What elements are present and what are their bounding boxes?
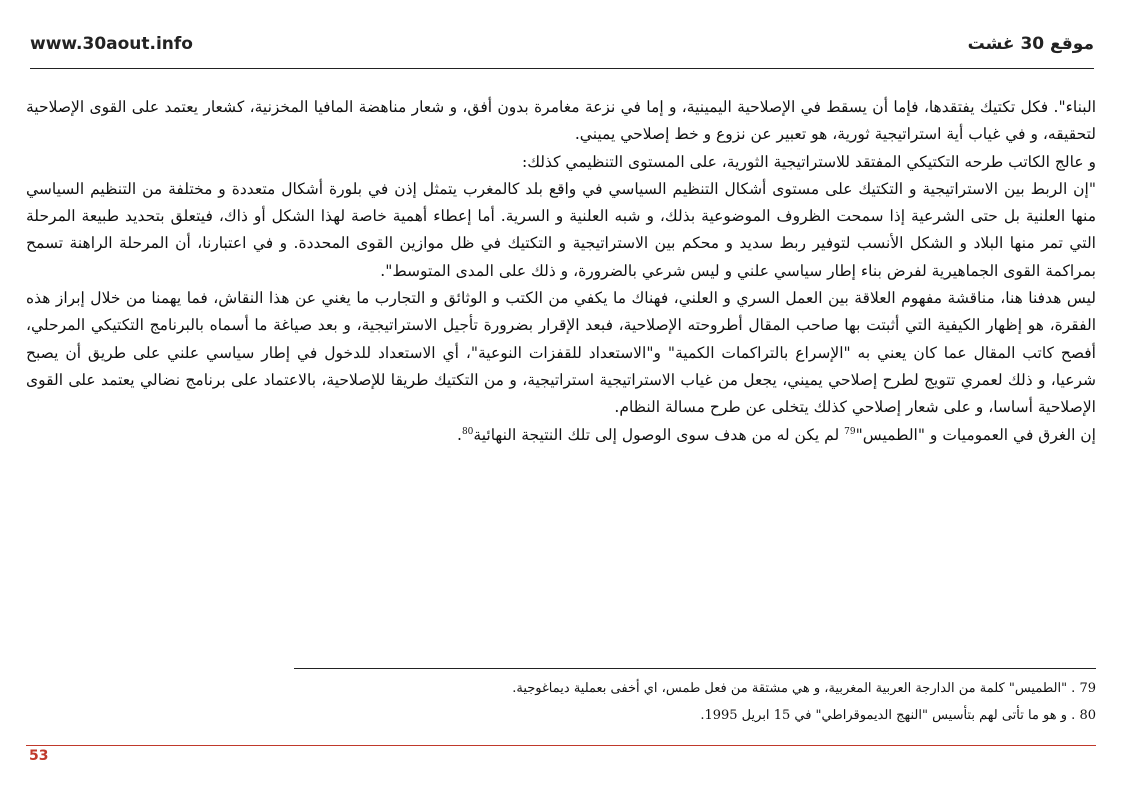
closing-paragraph	[26, 422, 1096, 449]
paragraph: و عالج الكاتب طرحه التكتيكي المفتقد للاستراتيجية الثورية، على المستوى التنظيمي كذلك:	[521, 152, 1096, 171]
closing-text: .	[457, 425, 462, 444]
footnote-80: 80 . و هو ما تأتى لهم بتأسيس "النهج الديموقراطي" في 15 ابريل 1995.	[700, 708, 1096, 723]
page-header	[30, 28, 1094, 69]
site-name: موقع 30 غشت	[967, 34, 1094, 54]
footer-divider	[26, 745, 1096, 746]
page-number: 53	[29, 748, 49, 764]
site-url[interactable]: www.30aout.info	[30, 34, 193, 54]
closing-text: لم يكن له من هدف سوى الوصول إلى تلك النتيجة النهائية	[473, 425, 845, 444]
closing-text: إن الغرق في العموميات و "الطميس"	[855, 425, 1096, 444]
footnote-divider	[294, 668, 1096, 669]
paragraph: ليس هدفنا هنا، مناقشة مفهوم العلاقة بين العمل السري و العلني، فهناك ما يكفي من الكتب و الوثائق و التجارب ما يغني عن هذا النقاش، فما يهمنا من خلال إبراز هذه الفقرة، هو إظهار الكيفية التي أثبتت بها صاحب المقال أطروحته الإصلاحية، فبعد الإقرار بضرورة تأجيل الاستراتيجية، و بعد صياغة ما أسماه بالبرنامج التكتيكي المرحلي، أفصح كاتب المقال عما كان يعني به "الإسراع بالتراكمات الكمية" و"الاستعداد للقفزات النوعية"، أي الاستعداد للدخول في إطار سياسي علني على طريق أن يصبح شرعيا، و ذلك لعمري تتويج لطرح إصلاحي يميني، يجعل من غياب الاستراتيجية استراتيجية، و من التكتيك طريقا للإصلاحية، بالاعتماد على برنامج نضالي يعتمد على القوى الإصلاحية أساسا، و على شعار إصلاحي كذلك يتخلى عن طرح مسالة النظام.	[26, 289, 1096, 417]
footnote-ref-79[interactable]: 79	[844, 426, 856, 437]
quote-paragraph: "إن الربط بين الاستراتيجية و التكتيك على مستوى أشكال التنظيم السياسي في واقع بلد كالمغرب يتمثل إذن في بلورة أشكال متعددة و مختلفة من التنظيم السياسي منها العلنية بل حتى الشرعية إذا سمحت الظروف الموضوعية بذلك، و شبه العلنية و السرية. أما إعطاء أهمية خاصة لهذا الشكل أو ذاك، فيتعلق بتحديد طبيعة المرحلة التي تمر منها البلاد و الشكل الأنسب لتوفير ربط سديد و محكم بين الاستراتيجية و التكتيك في ظل موازين القوى المحددة. و في اعتبارنا، أن المرحلة الراهنة تسمح بمراكمة القوى الجماهيرية لفرض بناء إطار سياسي علني و ليس شرعي بالضرورة، و ذلك على المدى المتوسط".	[26, 179, 1096, 280]
footnote-79: 79 . "الطميس" كلمة من الدارجة العربية المغربية، و هي مشتقة من فعل طمس، اي أخفى بعملية ديماغوجية.	[512, 681, 1096, 696]
footnote-ref-80[interactable]: 80	[461, 426, 474, 437]
paragraph: البناء". فكل تكتيك يفتقدها، فإما أن يسقط في الإصلاحية اليمينية، و إما في نزعة مغامرة بدون أفق، و شعار مناهضة المافيا المخزنية، كشعار يعتمد على القوى الإصلاحية لتحقيقه، و في غياب أية استراتيجية ثورية، هو تعبير عن نزوع و خط إصلاحي يميني.	[26, 98, 1097, 144]
article-body	[26, 94, 1096, 449]
footnotes	[294, 675, 1096, 729]
